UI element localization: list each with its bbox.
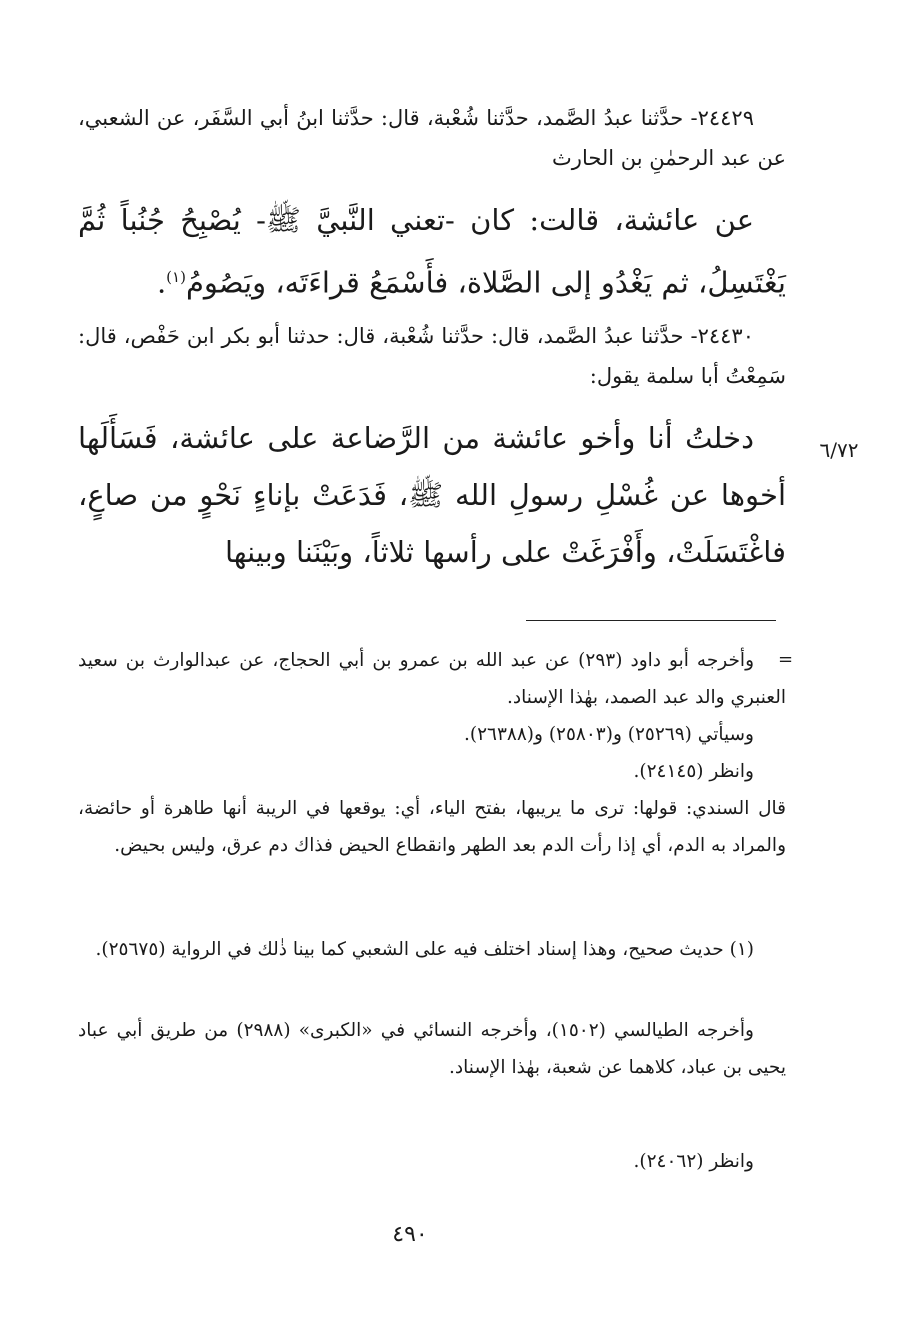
hadith-2429-isnad-text: ٢٤٤٢٩- حدَّثنا عبدُ الصَّمد، حدَّثنا شُعْبة، قال: حدَّثنا ابنُ أبي السَّفَر، عن الشعبي، عن عبد الرحمٰنِ بن الحارث [78, 106, 786, 170]
footnote-marker-1: (١) [166, 268, 186, 286]
footnote-paragraph-6: وأخرجه الطيالسي (١٥٠٢)، وأخرجه النسائي في «الكبرى» (٢٩٨٨) من طريق أبي عباد يحيى بن عباد، كلاهما عن شعبة، بهٰذا الإسناد. [78, 1020, 786, 1078]
hadith-2429-matn-text: عن عائشة، قالت: كان -تعني النَّبيَّ ﷺ- يُصْبِحُ جُنُباً ثُمَّ يَغْتَسِلُ، ثم يَغْدُو إلى الصَّلاة، فأَسْمَعُ قراءَتَه، ويَصُومُ [78, 203, 786, 300]
footnote-paragraph-1: وأخرجه أبو داود (٢٩٣) عن عبد الله بن عمرو بن أبي الحجاج، عن عبدالوارث بن سعيد العنبري والد عبد الصمد، بهٰذا الإسناد. [78, 650, 786, 708]
hadith-2430-matn [78, 410, 786, 581]
footnote-paragraph-5: (١) حديث صحيح، وهذا إسناد اختلف فيه على الشعبي كما بينا ذٰلك في الرواية (٢٥٦٧٥). [95, 939, 754, 960]
footnote-paragraph-4: قال السندي: قولها: ترى ما يريبها، بفتح الياء، أي: يوقعها في الريبة أنها طاهرة أو حائضة، والمراد به الدم، أي إذا رأت الدم بعد الطهر وانقطاع الحيض فذاك دم عرق، وليس بحيض. [78, 798, 786, 856]
footnote-paragraph-3: وانظر (٢٤١٤٥). [633, 761, 754, 782]
footnote-paragraph-7: وانظر (٢٤٠٦٢). [633, 1151, 754, 1172]
hadith-2429-end: . [156, 265, 167, 300]
hadith-2429-isnad [78, 98, 786, 178]
page-number: ٤٩٠ [392, 1222, 428, 1247]
footnote-continuation-mark: = [778, 649, 794, 670]
footnote-paragraph-2: وسيأتي (٢٥٢٦٩) و(٢٥٨٠٣) و(٢٦٣٨٨). [464, 724, 754, 745]
margin-volume-page-reference: ٦/٧٢ [819, 438, 859, 462]
hadith-2430-matn-text: دخلتُ أنا وأخو عائشة من الرَّضاعة على عائشة، فَسَأَلَها أخوها عن غُسْلِ رسولِ الله ﷺ، فَدَعَتْ بإناءٍ نَحْوٍ من صاعٍ، فاغْتَسَلَتْ، وأَفْرَغَتْ على رأسها ثلاثاً، وبَيْنَنا وبينها [78, 421, 786, 569]
hadith-2430-isnad-text: ٢٤٤٣٠- حدَّثنا عبدُ الصَّمد، قال: حدَّثنا شُعْبة، قال: حدثنا أبو بكر ابن حَفْص، قال: سَمِعْتُ أبا سلمة يقول: [78, 324, 786, 388]
hadith-2430-isnad [78, 316, 786, 396]
hadith-2429-matn [78, 192, 786, 312]
footnote-separator-rule [526, 620, 776, 621]
